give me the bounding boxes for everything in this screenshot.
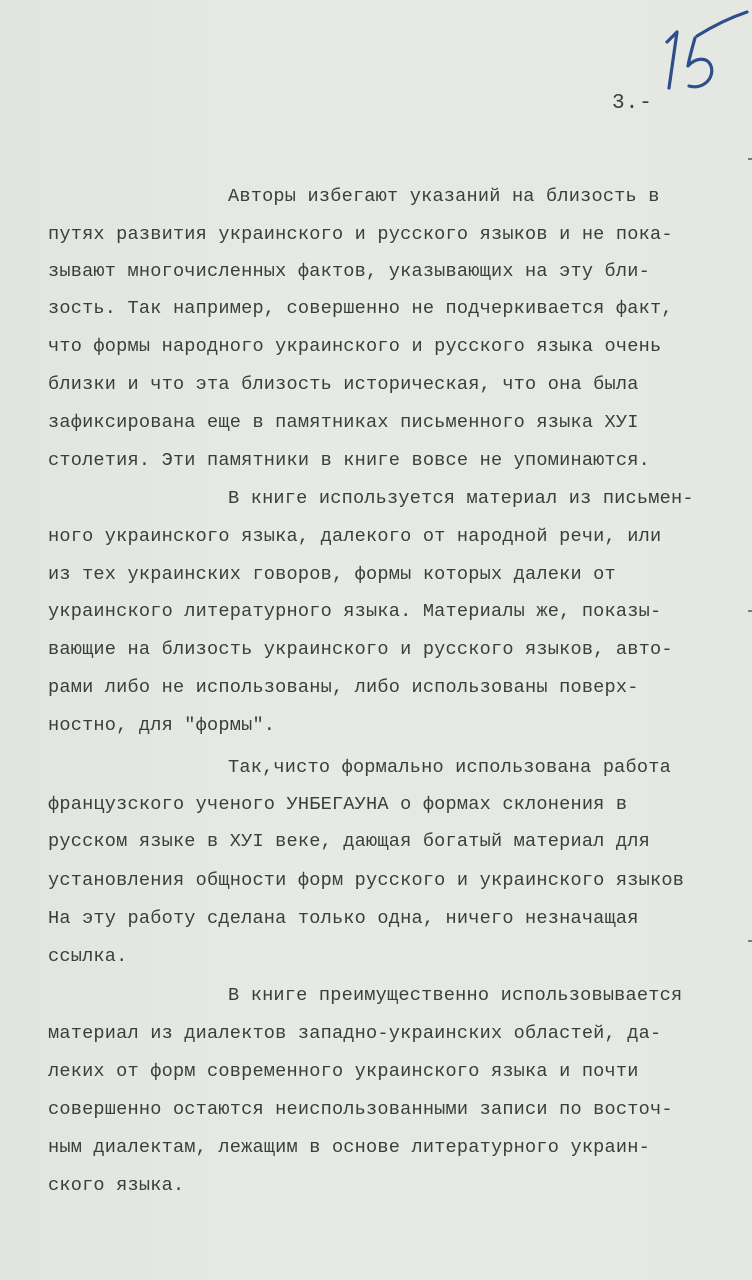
edge-mark <box>748 940 752 942</box>
text-line: Авторы избегают указаний на близость в <box>228 186 660 207</box>
text-line: установления общности форм русского и украинского языков <box>48 870 685 891</box>
text-line: зость. Так например, совершенно не подчеркивается факт, <box>48 298 673 319</box>
text-line: украинского литературного языка. Материалы же, показы- <box>48 601 662 622</box>
text-line: ссылка. <box>48 946 128 967</box>
text-line: совершенно остаются неиспользованными записи по восточ- <box>48 1099 673 1120</box>
page-number: 3.- <box>612 92 653 115</box>
text-line: столетия. Эти памятники в книге вовсе не упоминаются. <box>48 450 650 471</box>
handwritten-folio-number <box>655 8 750 98</box>
text-line: путях развития украинского и русского языков и не пока- <box>48 224 673 245</box>
edge-mark <box>748 158 752 160</box>
text-line: ского языка. <box>48 1175 185 1196</box>
text-line: французского ученого УНБЕГАУНА о формах склонения в <box>48 794 628 815</box>
text-line: На эту работу сделана только одна, ничего незначащая <box>48 908 639 929</box>
text-line: В книге преимущественно использовывается <box>228 985 683 1006</box>
text-line: леких от форм современного украинского языка и почти <box>48 1061 639 1082</box>
text-line: ностно, для "формы". <box>48 715 276 736</box>
text-line: русском языке в ХУI веке, дающая богатый материал для <box>48 831 650 852</box>
text-line: рами либо не использованы, либо использованы поверх- <box>48 677 639 698</box>
text-line: зафиксирована еще в памятниках письменного языка ХУI <box>48 412 639 433</box>
text-line: близки и что эта близость историческая, что она была <box>48 374 639 395</box>
text-line: ного украинского языка, далекого от народной речи, или <box>48 526 662 547</box>
text-line: ным диалектам, лежащим в основе литературного украин- <box>48 1137 650 1158</box>
text-line: что формы народного украинского и русского языка очень <box>48 336 662 357</box>
text-line: Так,чисто формально использована работа <box>228 757 671 778</box>
text-line: В книге используется материал из письмен- <box>228 488 694 509</box>
text-line: материал из диалектов западно-украинских областей, да- <box>48 1023 662 1044</box>
text-line: из тех украинских говоров, формы которых далеки от <box>48 564 616 585</box>
text-line: зывают многочисленных фактов, указывающих на эту бли- <box>48 261 650 282</box>
text-line: вающие на близость украинского и русского языков, авто- <box>48 639 673 660</box>
edge-mark <box>748 610 752 612</box>
